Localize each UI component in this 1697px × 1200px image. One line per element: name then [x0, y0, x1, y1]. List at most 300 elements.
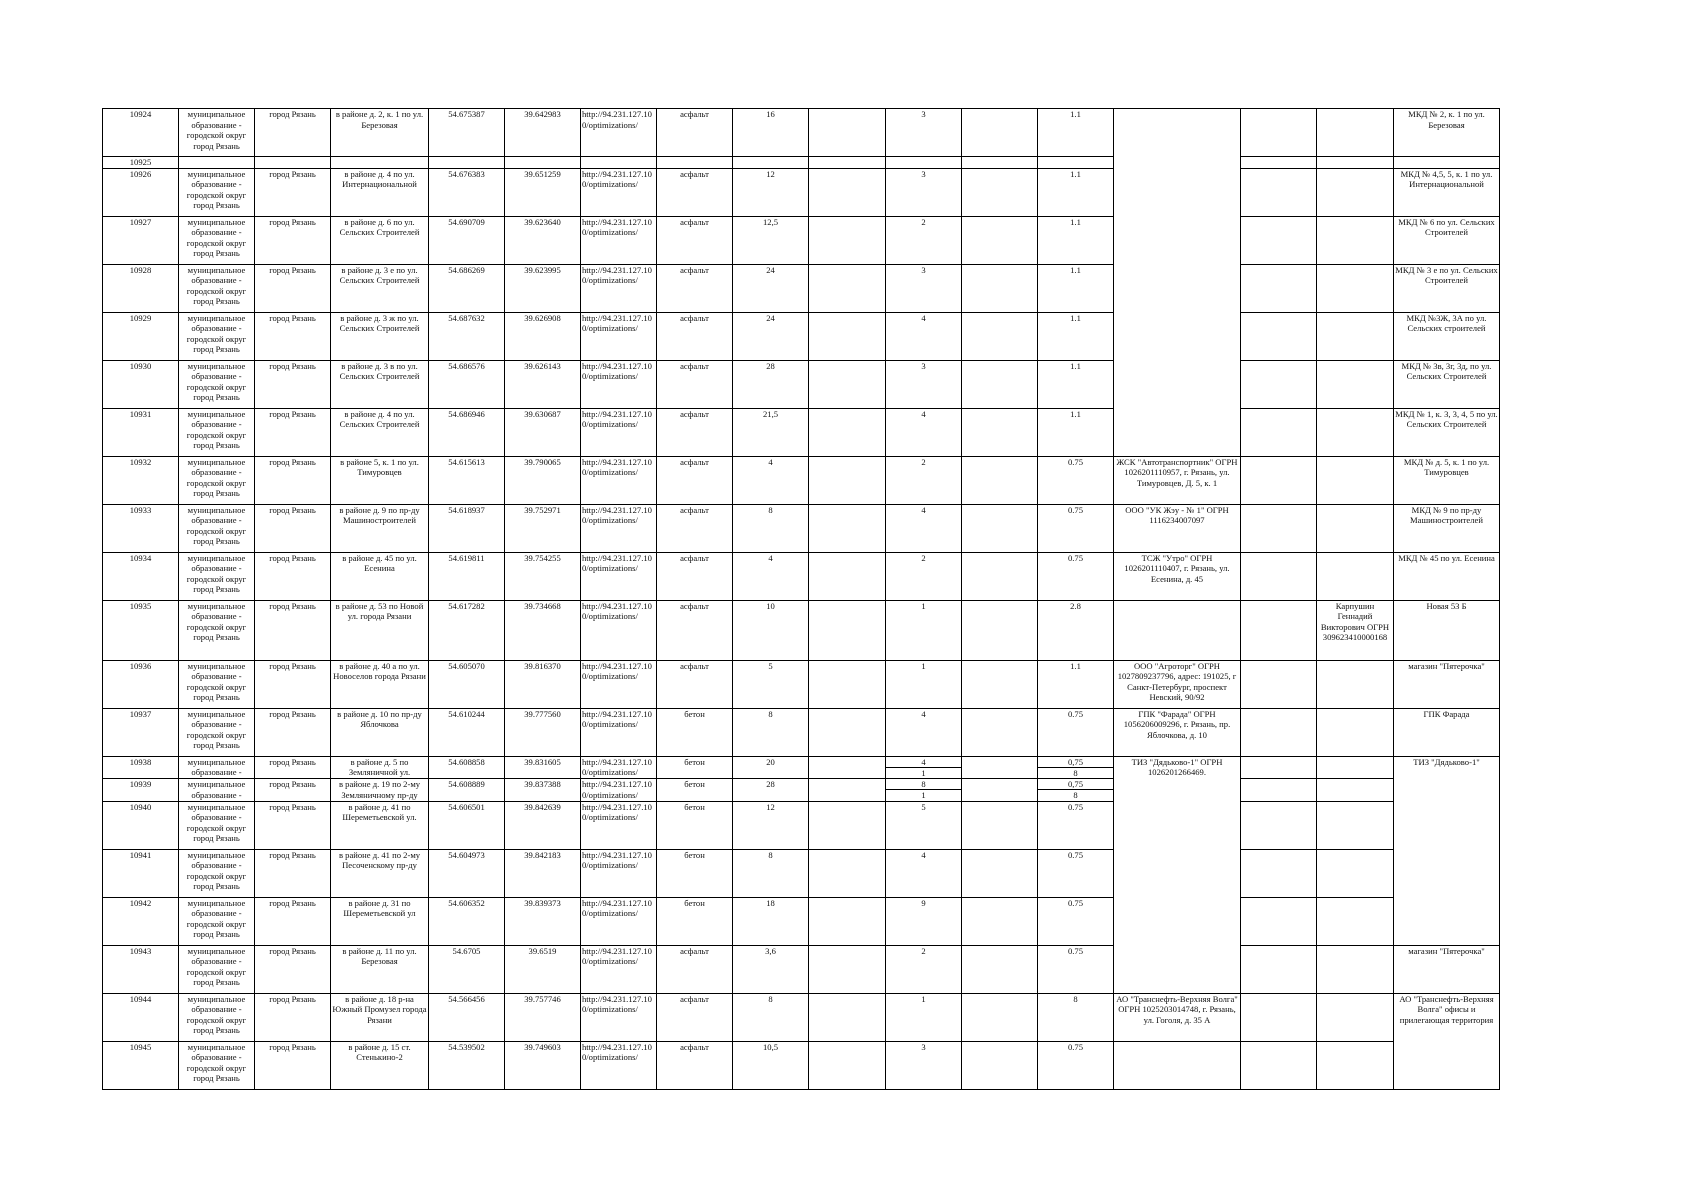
cell-empty-cell [1241, 708, 1317, 756]
cell-container-count-primary: 8 [886, 779, 961, 790]
cell-entrepreneur: Карпушин Геннадий Викторович ОГРН 309623410000168 [1317, 600, 1394, 660]
cell-waste-source: МКД № 9 по пр-ду Машиностроителей [1394, 504, 1500, 552]
cell-empty-cell [809, 993, 886, 1041]
cell-empty-cell [809, 801, 886, 849]
cell-owner: ТИЗ "Дядьково-1" ОГРН 1026201266469. [1114, 756, 1241, 993]
cell-address: в районе д. 53 по Новой ул. города Рязани [331, 600, 429, 660]
cell-waste-source: Новая 53 Б [1394, 600, 1500, 660]
cell-container-count: 3 [886, 109, 962, 157]
cell-city: город Рязань [255, 109, 331, 157]
cell-container-count: 2 [886, 216, 962, 264]
cell-row-id: 10934 [103, 552, 179, 600]
cell-waste-source: МКД № 6 по ул. Сельских Строителей [1394, 216, 1500, 264]
cell-surface: бетон [657, 801, 733, 849]
cell-municipality: муниципальное образование - городской округ город Рязань [179, 660, 255, 708]
cell-entrepreneur [1317, 993, 1394, 1041]
cell-latitude: 54.606352 [429, 897, 505, 945]
cell-row-id: 10932 [103, 456, 179, 504]
cell-longitude: 39.6519 [505, 945, 581, 993]
table-row [103, 504, 1500, 552]
cell-container-count: 9 [886, 897, 962, 945]
cell-surface: асфальт [657, 360, 733, 408]
cell-container-volume: 8 [1038, 993, 1114, 1041]
cell-empty-cell [809, 312, 886, 360]
cell-latitude: 54.675387 [429, 109, 505, 157]
cell-empty-cell [809, 157, 886, 169]
cell-entrepreneur [1317, 456, 1394, 504]
cell-address: в районе д. 45 по ул. Есенина [331, 552, 429, 600]
cell-url: http://94.231.127.10 0/optimizations/ [581, 600, 657, 660]
cell-address: в районе д. 18 р-на Южный Промузел города Рязани [331, 993, 429, 1041]
cell-container-volume: 0.75 [1038, 801, 1114, 849]
cell-surface: асфальт [657, 600, 733, 660]
cell-empty-cell [809, 408, 886, 456]
cell-empty-cell [1241, 109, 1317, 157]
cell-city: город Рязань [255, 552, 331, 600]
cell-owner: ЖСК "Автотранспортник" ОГРН 1026201110957, г. Рязань, ул. Тимуровцев, Д. 5, к. 1 [1114, 456, 1241, 504]
cell-waste-source: МКД № 4,5, 5, к. 1 по ул. Интернациональной [1394, 168, 1500, 216]
cell-empty-cell [962, 897, 1038, 945]
cell-container-volume: 2.8 [1038, 600, 1114, 660]
cell-latitude: 54.608858 [429, 756, 505, 779]
cell-longitude: 39.749603 [505, 1041, 581, 1089]
cell-row-id: 10925 [103, 157, 179, 169]
cell-row-id: 10937 [103, 708, 179, 756]
cell-url: http://94.231.127.10 0/optimizations/ [581, 945, 657, 993]
cell-row-id: 10935 [103, 600, 179, 660]
cell-empty-cell [809, 264, 886, 312]
cell-surface: асфальт [657, 456, 733, 504]
cell-area: 24 [733, 312, 809, 360]
cell-surface: асфальт [657, 109, 733, 157]
cell-entrepreneur [1317, 708, 1394, 756]
cell-municipality: муниципальное образование - городской округ город Рязань [179, 993, 255, 1041]
cell-surface: асфальт [657, 408, 733, 456]
cell-latitude: 54.619811 [429, 552, 505, 600]
cell-empty-cell [1241, 408, 1317, 456]
table-row [103, 216, 1500, 264]
table-row [103, 600, 1500, 660]
cell-address: в районе д. 31 по Шереметьевской ул [331, 897, 429, 945]
table-row [103, 1041, 1500, 1089]
cell-address: в районе д. 3 ж по ул. Сельских Строителей [331, 312, 429, 360]
cell-row-id: 10924 [103, 109, 179, 157]
cell-container-volume: 0.75 [1038, 897, 1114, 945]
cell-container-count: 4 [886, 849, 962, 897]
cell-area: 4 [733, 552, 809, 600]
cell-container-count: 1 [886, 660, 962, 708]
cell-row-id: 10930 [103, 360, 179, 408]
cell-address: в районе д. 6 по ул. Сельских Строителей [331, 216, 429, 264]
cell-latitude: 54.608889 [429, 779, 505, 802]
cell-owner [1114, 1041, 1241, 1089]
cell-container-volume: 1.1 [1038, 264, 1114, 312]
cell-empty-cell [962, 168, 1038, 216]
cell-entrepreneur [1317, 157, 1394, 169]
cell-surface: асфальт [657, 312, 733, 360]
cell-entrepreneur [1317, 552, 1394, 600]
cell-empty-cell [1241, 216, 1317, 264]
cell-empty-cell [809, 109, 886, 157]
cell-municipality: муниципальное образование - городской округ город Рязань [179, 109, 255, 157]
cell-url: http://94.231.127.10 0/optimizations/ [581, 801, 657, 849]
cell-empty-cell [809, 504, 886, 552]
cell-url: http://94.231.127.10 0/optimizations/ [581, 360, 657, 408]
cell-container-count: 2 [886, 456, 962, 504]
cell-url: http://94.231.127.10 0/optimizations/ [581, 897, 657, 945]
cell-container-volume: 1.1 [1038, 660, 1114, 708]
cell-empty-cell [1241, 157, 1317, 169]
cell-container-volume: 0.75 [1038, 552, 1114, 600]
cell-waste-source: магазин "Пятерочка" [1394, 660, 1500, 708]
cell-container-count: 3 [886, 264, 962, 312]
table-row [103, 264, 1500, 312]
cell-owner [1114, 600, 1241, 660]
cell-waste-source [1394, 157, 1500, 169]
cell-latitude: 54.610244 [429, 708, 505, 756]
cell-longitude: 39.842183 [505, 849, 581, 897]
cell-container-volume: 1.1 [1038, 216, 1114, 264]
cell-row-id: 10936 [103, 660, 179, 708]
cell-row-id: 10944 [103, 993, 179, 1041]
cell-address: в районе д. 41 по Шереметьевской ул. [331, 801, 429, 849]
cell-container-volume [1038, 756, 1114, 779]
cell-surface: асфальт [657, 1041, 733, 1089]
cell-empty-cell [809, 849, 886, 897]
cell-container-count [886, 779, 962, 802]
cell-longitude: 39.651259 [505, 168, 581, 216]
cell-latitude: 54.606501 [429, 801, 505, 849]
cell-latitude: 54.618937 [429, 504, 505, 552]
cell-container-volume: 0.75 [1038, 945, 1114, 993]
cell-url [581, 157, 657, 169]
cell-longitude: 39.623995 [505, 264, 581, 312]
cell-city: город Рязань [255, 945, 331, 993]
cell-address: в районе д. 15 ст. Стенькино-2 [331, 1041, 429, 1089]
cell-empty-cell [1241, 801, 1317, 849]
cell-empty-cell [962, 216, 1038, 264]
cell-row-id: 10945 [103, 1041, 179, 1089]
cell-area [733, 157, 809, 169]
cell-empty-cell [1241, 312, 1317, 360]
cell-municipality: муниципальное образование - [179, 756, 255, 779]
cell-url: http://94.231.127.10 0/optimizations/ [581, 264, 657, 312]
cell-empty-cell [962, 360, 1038, 408]
cell-city: город Рязань [255, 993, 331, 1041]
table-row [103, 897, 1500, 945]
table-row [103, 801, 1500, 849]
cell-address: в районе д. 3 в по ул. Сельских Строителей [331, 360, 429, 408]
cell-container-count: 2 [886, 552, 962, 600]
cell-entrepreneur [1317, 660, 1394, 708]
cell-row-id: 10929 [103, 312, 179, 360]
cell-area: 12 [733, 168, 809, 216]
cell-entrepreneur [1317, 849, 1394, 897]
cell-waste-source: МКД № 2, к. 1 по ул. Березовая [1394, 109, 1500, 157]
cell-longitude: 39.837388 [505, 779, 581, 802]
cell-surface: бетон [657, 708, 733, 756]
cell-container-count-secondary: 1 [921, 767, 926, 778]
cell-area: 8 [733, 708, 809, 756]
cell-container-count: 3 [886, 360, 962, 408]
cell-area: 20 [733, 756, 809, 779]
cell-empty-cell [809, 945, 886, 993]
cell-area: 12 [733, 801, 809, 849]
cell-surface: асфальт [657, 168, 733, 216]
cell-empty-cell [1241, 660, 1317, 708]
cell-surface: асфальт [657, 945, 733, 993]
cell-longitude: 39.734668 [505, 600, 581, 660]
cell-container-count [886, 756, 962, 779]
cell-latitude: 54.686946 [429, 408, 505, 456]
cell-latitude [429, 157, 505, 169]
cell-longitude: 39.623640 [505, 216, 581, 264]
cell-row-id: 10931 [103, 408, 179, 456]
cell-address: в районе д. 19 по 2-му Земляничному пр-ду [331, 779, 429, 802]
cell-empty-cell [1241, 897, 1317, 945]
cell-address: в районе д. 10 по пр-ду Яблочкова [331, 708, 429, 756]
cell-area: 8 [733, 993, 809, 1041]
cell-url: http://94.231.127.10 0/optimizations/ [581, 312, 657, 360]
cell-url: http://94.231.127.10 0/optimizations/ [581, 109, 657, 157]
cell-row-id: 10928 [103, 264, 179, 312]
cell-empty-cell [809, 552, 886, 600]
cell-address: в районе д. 5 по Земляничной ул. [331, 756, 429, 779]
cell-latitude: 54.686269 [429, 264, 505, 312]
cell-longitude: 39.626908 [505, 312, 581, 360]
cell-container-volume: 1.1 [1038, 408, 1114, 456]
cell-owner: ООО "Агроторг" ОГРН 1027809237796, адрес: 191025, г Санкт-Петербург, проспект Невский, 90/92 [1114, 660, 1241, 708]
cell-empty-cell [1241, 1041, 1317, 1089]
cell-longitude: 39.777560 [505, 708, 581, 756]
cell-url: http://94.231.127.10 0/optimizations/ [581, 552, 657, 600]
cell-longitude: 39.790065 [505, 456, 581, 504]
cell-owner: АО "Транснефть-Верхняя Волга" ОГРН 1025203014748, г. Рязань, ул. Гоголя, д. 35 А [1114, 993, 1241, 1041]
cell-container-count [886, 157, 962, 169]
cell-waste-source: магазин "Пятерочка" [1394, 945, 1500, 993]
cell-empty-cell [962, 849, 1038, 897]
cell-longitude: 39.816370 [505, 660, 581, 708]
cell-empty-cell [962, 552, 1038, 600]
cell-area: 16 [733, 109, 809, 157]
cell-surface: бетон [657, 756, 733, 779]
cell-container-volume: 1.1 [1038, 312, 1114, 360]
cell-area: 24 [733, 264, 809, 312]
cell-container-count-primary: 4 [886, 757, 961, 768]
cell-address: в районе д. 41 по 2-му Песоченскому пр-ду [331, 849, 429, 897]
cell-waste-source: АО "Транснефть-Верхняя Волга" офисы и прилегающая территория [1394, 993, 1500, 1089]
cell-city: город Рязань [255, 216, 331, 264]
cell-municipality: муниципальное образование - городской округ город Рязань [179, 897, 255, 945]
cell-empty-cell [962, 312, 1038, 360]
cell-empty-cell [809, 779, 886, 802]
cell-city: город Рязань [255, 600, 331, 660]
cell-empty-cell [1241, 168, 1317, 216]
cell-owner: ГПК "Фарада" ОГРН 1056206009296, г. Рязань, пр. Яблочкова, д. 10 [1114, 708, 1241, 756]
cell-container-count: 4 [886, 504, 962, 552]
cell-entrepreneur [1317, 216, 1394, 264]
cell-url: http://94.231.127.10 0/optimizations/ [581, 660, 657, 708]
table-row [103, 993, 1500, 1041]
cell-container-volume: 1.1 [1038, 168, 1114, 216]
cell-waste-source: МКД № д. 5, к. 1 по ул. Тимуровцев [1394, 456, 1500, 504]
cell-latitude: 54.604973 [429, 849, 505, 897]
cell-address: в районе д. 4 по ул. Интернациональной [331, 168, 429, 216]
cell-owner: ТСЖ "Утро" ОГРН 1026201110407, г. Рязань, ул. Есенина, д. 45 [1114, 552, 1241, 600]
cell-url: http://94.231.127.10 0/optimizations/ [581, 168, 657, 216]
cell-municipality: муниципальное образование - городской округ город Рязань [179, 456, 255, 504]
cell-empty-cell [962, 945, 1038, 993]
cell-longitude: 39.754255 [505, 552, 581, 600]
cell-row-id: 10938 [103, 756, 179, 779]
cell-waste-source: МКД № 1, к. 3, 3, 4, 5 по ул. Сельских Строителей [1394, 408, 1500, 456]
cell-municipality: муниципальное образование - городской округ город Рязань [179, 801, 255, 849]
table-row [103, 360, 1500, 408]
cell-empty-cell [1241, 756, 1317, 779]
cell-url: http://94.231.127.10 0/optimizations/ [581, 216, 657, 264]
cell-empty-cell [809, 756, 886, 779]
cell-surface: асфальт [657, 660, 733, 708]
cell-area: 10 [733, 600, 809, 660]
cell-city: город Рязань [255, 660, 331, 708]
cell-latitude: 54.6705 [429, 945, 505, 993]
cell-area: 3,6 [733, 945, 809, 993]
cell-municipality: муниципальное образование - городской округ город Рязань [179, 945, 255, 993]
cell-waste-source: МКД № 3 е по ул. Сельских Строителей [1394, 264, 1500, 312]
cell-surface: бетон [657, 779, 733, 802]
cell-city: город Рязань [255, 264, 331, 312]
cell-url: http://94.231.127.10 0/optimizations/ [581, 456, 657, 504]
table-row [103, 779, 1500, 802]
cell-empty-cell [962, 1041, 1038, 1089]
cell-row-id: 10940 [103, 801, 179, 849]
cell-area: 8 [733, 849, 809, 897]
table-row [103, 552, 1500, 600]
cell-latitude: 54.687632 [429, 312, 505, 360]
cell-address [331, 157, 429, 169]
cell-empty-cell [962, 504, 1038, 552]
cell-city: город Рязань [255, 312, 331, 360]
cell-url: http://94.231.127.10 0/optimizations/ [581, 708, 657, 756]
cell-empty-cell [962, 801, 1038, 849]
cell-longitude: 39.842639 [505, 801, 581, 849]
cell-entrepreneur [1317, 168, 1394, 216]
cell-empty-cell [809, 360, 886, 408]
cell-city: город Рязань [255, 708, 331, 756]
cell-empty-cell [962, 456, 1038, 504]
cell-address: в районе д. 2, к. 1 по ул. Березовая [331, 109, 429, 157]
cell-municipality: муниципальное образование - городской округ город Рязань [179, 264, 255, 312]
cell-row-id: 10926 [103, 168, 179, 216]
cell-latitude: 54.539502 [429, 1041, 505, 1089]
cell-container-count: 2 [886, 945, 962, 993]
cell-empty-cell [962, 779, 1038, 802]
cell-city: город Рязань [255, 408, 331, 456]
cell-longitude: 39.626143 [505, 360, 581, 408]
cell-municipality: муниципальное образование - городской округ город Рязань [179, 168, 255, 216]
cell-row-id: 10939 [103, 779, 179, 802]
cell-longitude: 39.831605 [505, 756, 581, 779]
cell-latitude: 54.605070 [429, 660, 505, 708]
cell-municipality: муниципальное образование - городской округ город Рязань [179, 216, 255, 264]
cell-latitude: 54.676383 [429, 168, 505, 216]
cell-municipality [179, 157, 255, 169]
cell-empty-cell [809, 897, 886, 945]
cell-entrepreneur [1317, 312, 1394, 360]
cell-city: город Рязань [255, 897, 331, 945]
cell-surface: асфальт [657, 264, 733, 312]
cell-container-count: 4 [886, 408, 962, 456]
cell-municipality: муниципальное образование - городской округ город Рязань [179, 360, 255, 408]
cell-owner [1114, 109, 1241, 457]
cell-container-volume-secondary: 8 [1073, 790, 1078, 800]
cell-container-volume: 0.75 [1038, 708, 1114, 756]
cell-empty-cell [962, 708, 1038, 756]
cell-empty-cell [809, 660, 886, 708]
cell-empty-cell [1241, 849, 1317, 897]
cell-owner: ООО "УК Жэу - № 1" ОГРН 1116234007097 [1114, 504, 1241, 552]
cell-municipality: муниципальное образование - городской округ город Рязань [179, 708, 255, 756]
table-row [103, 849, 1500, 897]
cell-empty-cell [962, 756, 1038, 779]
cell-container-count: 5 [886, 801, 962, 849]
cell-container-volume: 0.75 [1038, 1041, 1114, 1089]
cell-entrepreneur [1317, 504, 1394, 552]
cell-latitude: 54.617282 [429, 600, 505, 660]
cell-empty-cell [1241, 456, 1317, 504]
cell-empty-cell [962, 157, 1038, 169]
cell-empty-cell [809, 216, 886, 264]
cell-url: http://94.231.127.10 0/optimizations/ [581, 849, 657, 897]
cell-entrepreneur [1317, 408, 1394, 456]
cell-entrepreneur [1317, 756, 1394, 779]
cell-empty-cell [962, 109, 1038, 157]
cell-empty-cell [1241, 945, 1317, 993]
cell-url: http://94.231.127.10 0/optimizations/ [581, 504, 657, 552]
cell-entrepreneur [1317, 360, 1394, 408]
cell-empty-cell [1241, 993, 1317, 1041]
cell-area: 8 [733, 504, 809, 552]
cell-container-count: 4 [886, 708, 962, 756]
cell-area: 5 [733, 660, 809, 708]
cell-url: http://94.231.127.10 0/optimizations/ [581, 1041, 657, 1089]
cell-address: в районе д. 40 а по ул. Новоселов города Рязани [331, 660, 429, 708]
cell-longitude: 39.642983 [505, 109, 581, 157]
cell-row-id: 10933 [103, 504, 179, 552]
table-row [103, 408, 1500, 456]
cell-city: город Рязань [255, 1041, 331, 1089]
cell-address: в районе д. 9 по пр-ду Машиностроителей [331, 504, 429, 552]
cell-empty-cell [962, 993, 1038, 1041]
cell-area: 12,5 [733, 216, 809, 264]
cell-container-count-secondary: 1 [921, 790, 926, 800]
data-table [102, 108, 1500, 1090]
cell-container-volume [1038, 779, 1114, 802]
cell-city: город Рязань [255, 360, 331, 408]
cell-empty-cell [962, 660, 1038, 708]
cell-area: 18 [733, 897, 809, 945]
cell-latitude: 54.566456 [429, 993, 505, 1041]
cell-city: город Рязань [255, 168, 331, 216]
cell-longitude: 39.630687 [505, 408, 581, 456]
cell-address: в районе д. 4 по ул. Сельских Строителей [331, 408, 429, 456]
cell-address: в районе д. 3 е по ул. Сельских Строителей [331, 264, 429, 312]
table-row [103, 660, 1500, 708]
cell-waste-source: МКД № 45 по ул. Есенина [1394, 552, 1500, 600]
cell-city [255, 157, 331, 169]
cell-surface: асфальт [657, 993, 733, 1041]
cell-empty-cell [1241, 552, 1317, 600]
